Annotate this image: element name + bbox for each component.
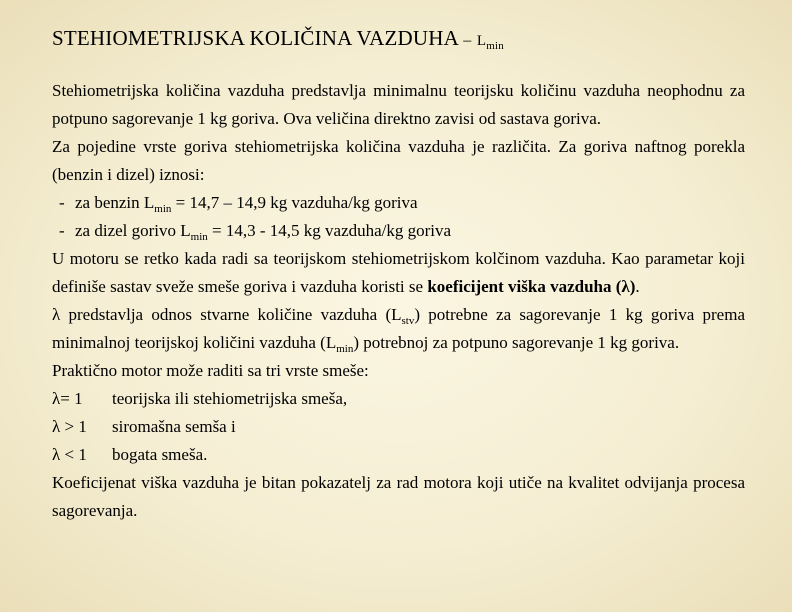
title-dash: – [463, 32, 472, 49]
bullet-text-post: = 14,7 – 14,9 kg vazduha/kg goriva [171, 193, 418, 212]
paragraph-fuel-types: Za pojedine vrste goriva stehiometrijska količina vazduha je različita. Za goriva naftnog porekla (benzin i dizel) iznosi: [52, 137, 745, 184]
bullet-dizel [52, 217, 745, 245]
lambda-def-b: ) potrebne za sagorevanje 1 kg goriva prema minimalnoj teorijskoj količini vazduha (L [52, 305, 745, 352]
mixture-condition: λ > 1 [52, 417, 87, 436]
bullet-dash: - [59, 221, 65, 240]
paragraph-lambda-definition [52, 301, 745, 357]
bullet-text-pre: za dizel gorivo L [75, 221, 191, 240]
mixture-desc: siromašna semša i [112, 417, 236, 436]
bullet-sub: min [190, 231, 208, 243]
lambda-def-sub-min: min [336, 343, 354, 355]
term-koeficijent: koeficijent viška vazduha (λ) [427, 277, 636, 296]
bullet-text-post: = 14,3 - 14,5 kg vazduha/kg goriva [207, 221, 452, 240]
bullet-sub: min [154, 203, 172, 215]
mixture-condition: λ= 1 [52, 389, 83, 408]
mixture-row-rich [52, 441, 745, 469]
lambda-def-c: ) potrebnoj za potpuno sagorevanje 1 kg goriva. [353, 333, 680, 352]
paragraph-definition: Stehiometrijska količina vazduha predstavlja minimalnu teorijsku količinu vazduha neophodnu za potpuno sagorevanje 1 kg goriva. Ova veličina direktno zavisi od sastava goriva. [52, 81, 745, 128]
title-symbol-sub: min [486, 40, 505, 52]
mixture-desc: bogata smeša. [112, 445, 208, 464]
bullet-dash: - [59, 193, 65, 212]
paragraph-coefficient-end: . [635, 277, 640, 296]
paragraph-conclusion: Koeficijenat viška vazduha je bitan pokazatelj za rad motora koji utiče na kvalitet odvijanja procesa sagorevanja. [52, 473, 745, 520]
paragraph-mixture-intro: Praktično motor može raditi sa tri vrste smeše: [52, 361, 369, 380]
mixture-condition: λ < 1 [52, 445, 87, 464]
body-text [52, 77, 745, 525]
paragraph-coefficient-text: U motoru se retko kada radi sa teorijskom stehiometrijskom kolčinom vazduha. Kao parametar koji definiše sastav sveže smeše goriva i vazduha koristi se [52, 249, 745, 296]
paragraph-coefficient [52, 245, 745, 301]
bullet-benzin [52, 189, 745, 217]
bullet-text-pre: za benzin L [75, 193, 155, 212]
mixture-desc: teorijska ili stehiometrijska smeša, [112, 389, 348, 408]
page-title [52, 26, 504, 52]
mixture-row-stoich [52, 385, 745, 413]
lambda-def-a: λ predstavlja odnos stvarne količine vazduha (L [52, 305, 402, 324]
title-main: STEHIOMETRIJSKA KOLIČINA VAZDUHA [52, 26, 458, 50]
mixture-row-lean [52, 413, 745, 441]
title-symbol: L [476, 33, 487, 49]
lambda-def-sub-stv: stv [401, 315, 415, 327]
